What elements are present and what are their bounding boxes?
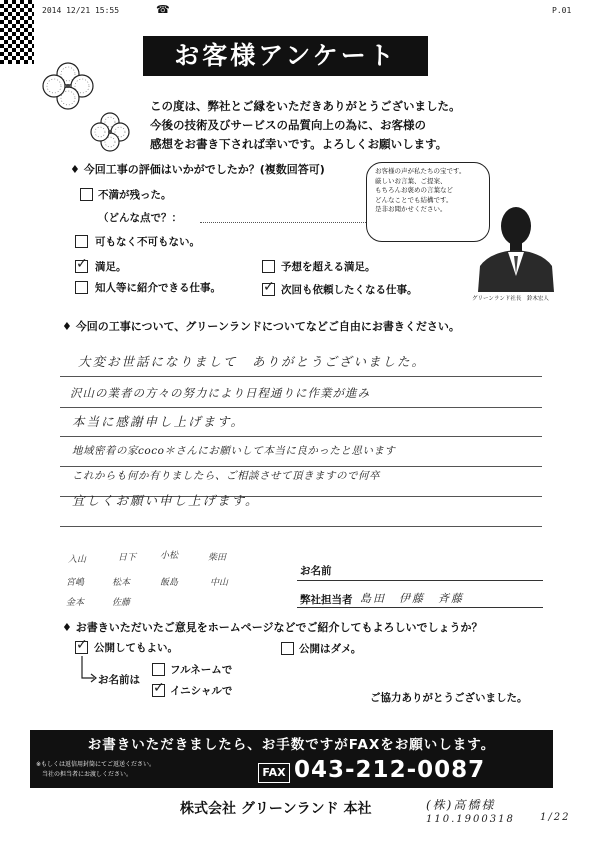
intro-text (150, 97, 550, 154)
checkmark-icon: ✓ (76, 256, 88, 272)
telephone-icon: ☎ (156, 3, 170, 16)
company-name: 株式会社 グリーンランド 本社 (180, 801, 372, 817)
signature: 松本 (112, 578, 131, 588)
option-request-again-label: 次回も依頼したくなる仕事。 (281, 284, 418, 296)
intro-line: この度は、弊社とご縁をいただきありがとうございました。 (150, 99, 461, 113)
checkbox-publish-no[interactable] (281, 642, 294, 655)
fax-page-number: P.01 (552, 6, 572, 15)
fax-label: FAX (258, 763, 290, 783)
president-photo (470, 196, 566, 292)
page-title: お客様アンケート (143, 36, 428, 76)
checkbox-recommendable[interactable] (75, 281, 88, 294)
registration-checker-mark (0, 0, 34, 64)
intro-line: 感想をお書き下されば幸いです。よろしくお願いします。 (150, 137, 448, 151)
checkmark-icon: ✓ (153, 680, 165, 696)
name-input-line[interactable] (297, 580, 543, 581)
checkmark-icon: ✓ (76, 637, 88, 653)
signature: 宮嶋 (66, 578, 85, 588)
checkmark-icon: ✓ (263, 279, 275, 295)
signature: 入山 (68, 555, 87, 565)
handwritten-comment-line: 地域密着の家coco＊さんにお願いして本当に良かったと思います (72, 445, 396, 457)
bubble-line: どんなことでも結構です。 (375, 195, 453, 204)
writing-line (60, 526, 542, 527)
bubble-line: 厳しいお言葉、ご提案、 (375, 176, 447, 185)
checkbox-beyond-expectation[interactable] (262, 260, 275, 273)
question-3-label: ♦ お書きいただいたご意見をホームページなどでご紹介してもよろしいでしょうか？ (62, 621, 483, 634)
clover-icon (36, 56, 136, 156)
initials-label: イニシャルで (170, 685, 233, 697)
handwritten-comment-line: これからも何か有りましたら、ご相談させて頂きますので何卒 (72, 470, 380, 482)
checkbox-dissatisfied[interactable] (80, 188, 93, 201)
checkbox-fullname[interactable] (152, 663, 165, 676)
checkbox-neutral[interactable] (75, 235, 88, 248)
signature: 飯島 (160, 578, 179, 588)
arrow-right-icon (80, 656, 98, 684)
fax-timestamp: 2014 12/21 15:55 (42, 6, 120, 15)
bubble-line: もちろんお褒めの言葉など (375, 186, 453, 195)
option-beyond-expectation-label: 予想を超える満足。 (281, 261, 376, 273)
spade-icon: ♦ (70, 163, 80, 176)
signature: 中山 (210, 578, 229, 588)
signature: 小松 (160, 551, 179, 561)
spade-icon: ♦ (62, 320, 72, 333)
writing-line (60, 436, 542, 437)
fax-note: ※もしくは返信用封筒にてご返送ください。 当社の担当者にお渡しください。 (36, 761, 156, 778)
writing-line (60, 466, 542, 467)
publish-no-label: 公開はダメ。 (299, 643, 362, 655)
signature: 柴田 (208, 553, 227, 563)
handwritten-comment-line: 大変お世話になりまして ありがとうございました。 (78, 354, 427, 369)
name-label: お名前 (300, 565, 332, 577)
intro-line: 今後の技術及びサービスの品質向上の為に、お客様の (150, 118, 426, 132)
bubble-line: 是非お聞かせください。 (375, 205, 447, 214)
writing-line (60, 376, 542, 377)
staff-input-line[interactable] (297, 607, 543, 608)
president-caption: グリーンランド社長 鈴木宏人 (472, 296, 549, 302)
handwritten-code: 110.1900318 (426, 814, 515, 825)
name-is-label: お名前は (98, 674, 140, 686)
writing-line (60, 407, 542, 408)
question-1-label: ♦ 今回工事の評価はいかがでしたか？(複数回答可) (70, 163, 325, 176)
fax-request-text: お書きいただきましたら、お手数ですがFAXをお願いします。 (87, 737, 496, 753)
spade-icon: ♦ (62, 621, 72, 634)
option-dissatisfied-label: 不満が残った。 (98, 189, 172, 201)
signature: 日下 (118, 553, 137, 563)
handwritten-comment-line: 沢山の業者の方々の努力により日程通りに作業が進み (70, 386, 370, 400)
option-neutral-label: 可もなく不可もない。 (95, 236, 200, 248)
option-recommendable-label: 知人等に紹介できる仕事。 (95, 282, 221, 294)
option-satisfied-label: 満足。 (95, 261, 127, 273)
question-2-label: ♦ 今回の工事について、グリーンランドについてなどご自由にお書きください。 (62, 320, 460, 333)
option-what-point-label: （どんな点で？： (98, 212, 182, 224)
signature: 佐藤 (112, 598, 131, 608)
staff-value: 島田 伊藤 斉藤 (360, 592, 464, 605)
bubble-line: お客様の声が私たちの宝です。 (375, 167, 466, 175)
thanks-text: ご協力ありがとうございました。 (370, 692, 528, 704)
fullname-label: フルネームで (170, 664, 233, 676)
handwritten-comment-line: 宜しくお願い申し上げます。 (72, 493, 260, 508)
staff-label: 弊社担当者 (300, 594, 353, 606)
what-point-line[interactable] (200, 222, 370, 223)
handwritten-page: 1/22 (540, 812, 571, 823)
handwritten-comment-line: 本当に感謝申し上げます。 (72, 414, 246, 429)
publish-ok-label: 公開してもよい。 (94, 642, 178, 654)
handwritten-customer-name: (株)高橋様 (426, 798, 496, 812)
signature: 金本 (66, 598, 85, 608)
fax-number: 043-212-0087 (294, 757, 486, 783)
